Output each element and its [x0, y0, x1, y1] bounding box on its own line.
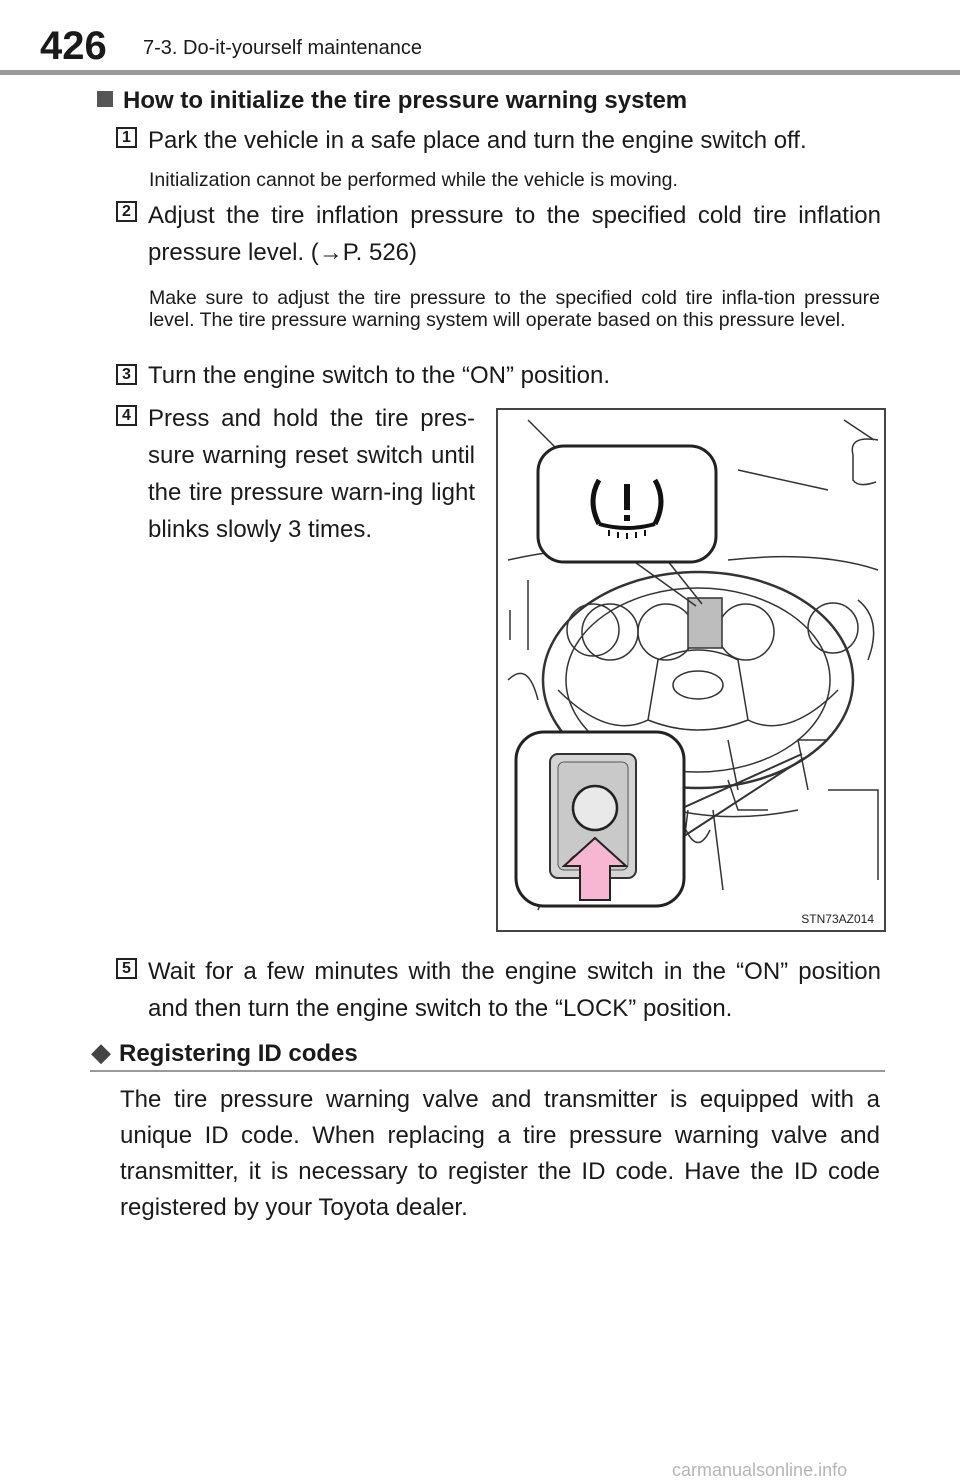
section-title-text: How to initialize the tire pressure warning system — [123, 87, 688, 114]
step-number-5: 5 — [116, 958, 137, 979]
subsection-divider — [90, 1070, 885, 1072]
step-5-text: Wait for a few minutes with the engine switch in the “ON” position and then turn the engine switch to the “LOCK” position. — [148, 958, 881, 1022]
step-number-2: 2 — [116, 201, 137, 222]
watermark: carmanualsonline.info — [672, 1460, 848, 1480]
subsection-paragraph: The tire pressure warning valve and transmitter is equipped with a unique ID code. When replacing a tire pressure warning valve and transmitter, it is necessary to register the ID code. Have the ID code registered by your Toyota dealer. — [120, 1086, 880, 1221]
step-3-text: Turn the engine switch to the “ON” position. — [148, 362, 610, 389]
page-number: 426 — [40, 24, 107, 68]
step-2-note: Make sure to adjust the tire pressure to the specified cold tire infla-tion pressure level. The tire pressure warning system will operate based on this pressure level. — [149, 287, 880, 331]
section-title — [97, 86, 687, 116]
step-1-text: Park the vehicle in a safe place and turn the engine switch off. — [148, 127, 807, 154]
diamond-bullet-icon: ◆ — [91, 1037, 111, 1067]
step-number-1: 1 — [116, 127, 137, 148]
square-bullet-icon — [97, 91, 113, 107]
step-number-3: 3 — [116, 364, 137, 385]
step-4-text: Press and hold the tire pres-sure warning reset switch until the tire pressure warn-ing light blinks slowly 3 times. — [148, 405, 475, 543]
section-header: 7-3. Do-it-yourself maintenance — [143, 37, 423, 59]
dashboard-drawing — [498, 410, 884, 930]
step-1-note: Initialization cannot be performed while the vehicle is moving. — [149, 169, 678, 191]
step-2-text: Adjust the tire inflation pressure to the specified cold tire inflation pressure level. (→P. 526) — [148, 202, 881, 266]
step-number-4: 4 — [116, 405, 137, 426]
subsection-title-text: Registering ID codes — [119, 1040, 358, 1067]
subsection-title — [91, 1037, 358, 1069]
steering-wheel-illustration — [496, 408, 886, 932]
figure-code: STN73AZ014 — [801, 912, 874, 926]
header-divider — [0, 70, 960, 75]
